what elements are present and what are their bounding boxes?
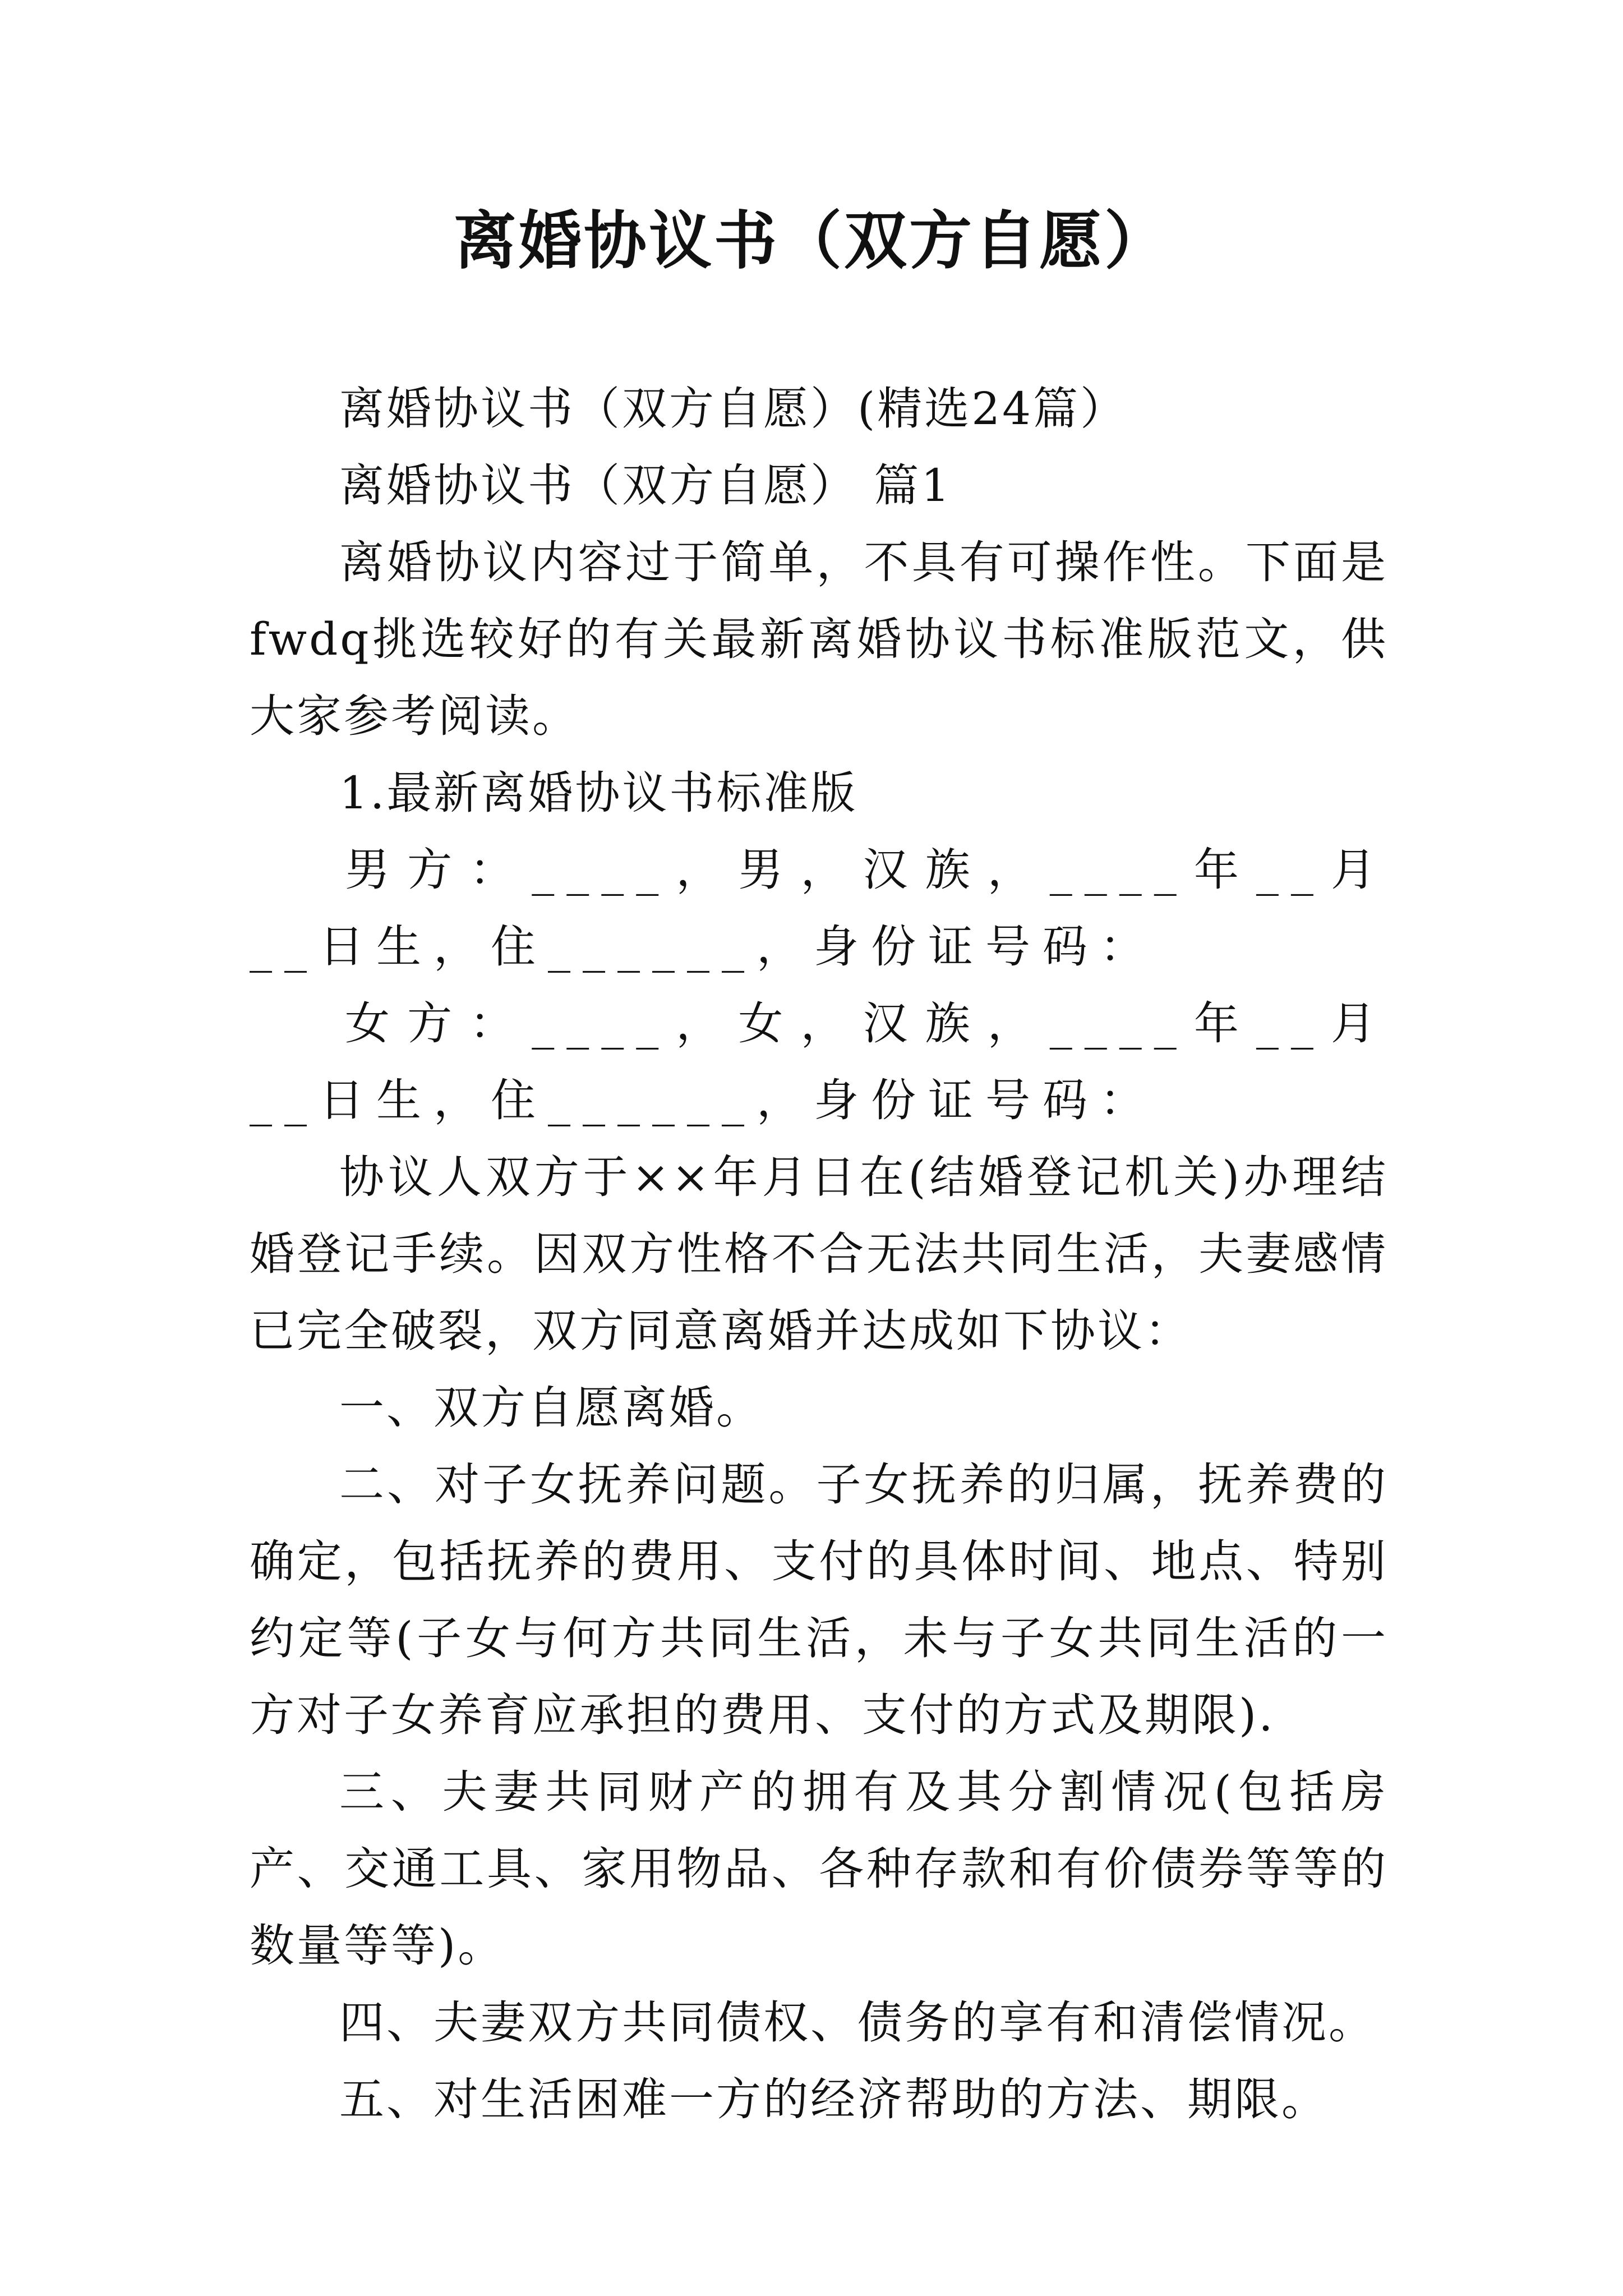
paragraph-intro: 离婚协议内容过于简单，不具有可操作性。下面是fwdq挑选较好的有关最新离婚协议书标准版范文，供大家参考阅读。 bbox=[250, 536, 1388, 742]
paragraph-clause-5: 五、对生活困难一方的经济帮助的方法、期限。 bbox=[339, 2073, 1329, 2125]
paragraph-subtitle: 离婚协议书（双方自愿）(精选24篇） bbox=[339, 383, 1128, 435]
paragraph-section-heading: 离婚协议书（双方自愿） 篇1 bbox=[339, 459, 952, 512]
paragraph-male-party: 男方：____，男，汉族，____年__月__日生，住______，身份证号码： bbox=[250, 844, 1388, 973]
paragraph-item-heading: 1.最新离婚协议书标准版 bbox=[339, 767, 858, 819]
document-title: 离婚协议书（双方自愿） bbox=[454, 204, 1169, 278]
paragraph-female-party: 女方：____，女，汉族，____年__月__日生，住______，身份证号码： bbox=[250, 997, 1388, 1126]
paragraph-clause-4: 四、夫妻双方共同债权、债务的享有和清偿情况。 bbox=[339, 1996, 1376, 2049]
paragraph-clause-3: 三、夫妻共同财产的拥有及其分割情况(包括房产、交通工具、家用物品、各种存款和有价债券等等的数量等等)。 bbox=[250, 1766, 1388, 1972]
paragraph-agreement-preamble: 协议人双方于××年月日在(结婚登记机关)办理结婚登记手续。因双方性格不合无法共同生活，夫妻感情已完全破裂，双方同意离婚并达成如下协议： bbox=[250, 1151, 1388, 1357]
document-body bbox=[250, 370, 1388, 2138]
paragraph-clause-1: 一、双方自愿离婚。 bbox=[339, 1382, 763, 1434]
paragraph-clause-2: 二、对子女抚养问题。子女抚养的归属，抚养费的确定，包括抚养的费用、支付的具体时间、地点、特别约定等(子女与何方共同生活，未与子女共同生活的一方对子女养育应承担的费用、支付的方式及期限). bbox=[250, 1458, 1388, 1741]
